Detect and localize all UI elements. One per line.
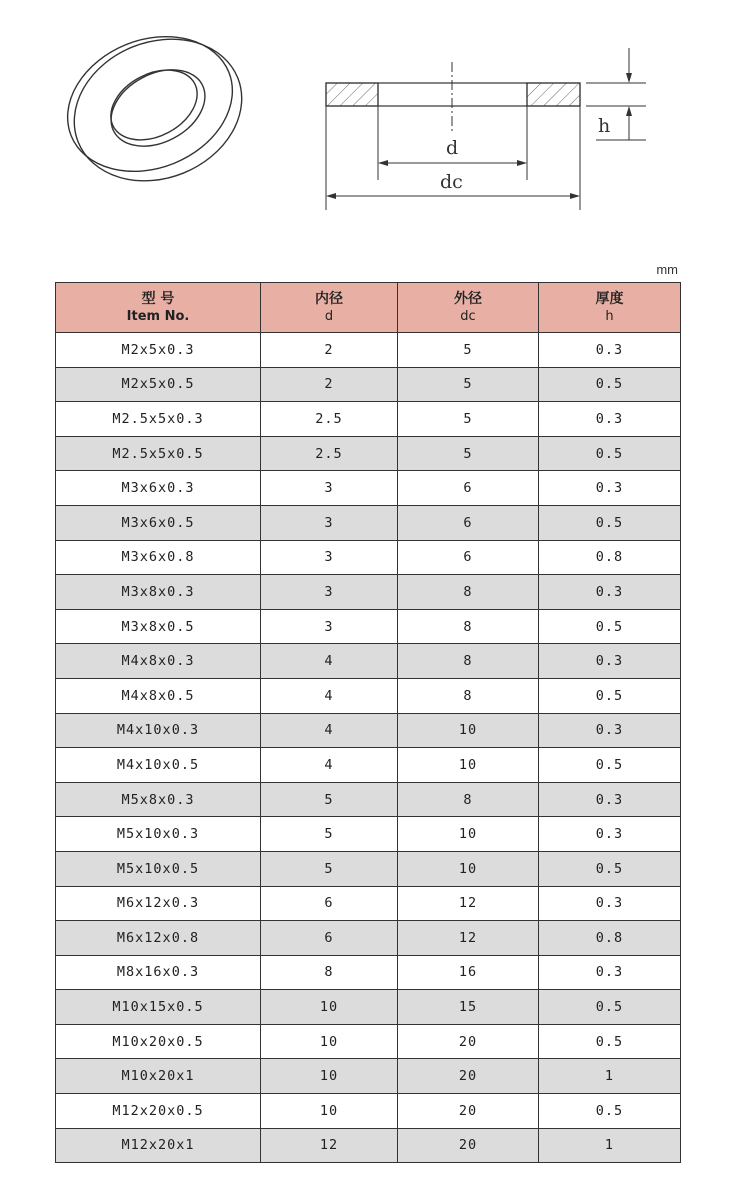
- washer-diagram: [0, 0, 750, 260]
- cell-outer-diameter: 10: [398, 713, 539, 748]
- cell-outer-diameter: 5: [398, 333, 539, 368]
- cell-item-no: M12x20x1: [56, 1128, 261, 1163]
- cell-outer-diameter: 5: [398, 402, 539, 437]
- cell-inner-diameter: 12: [261, 1128, 398, 1163]
- cell-item-no: M5x10x0.5: [56, 851, 261, 886]
- header-title: 厚度: [595, 290, 624, 307]
- header-subtitle: d: [324, 308, 334, 324]
- cell-inner-diameter: 5: [261, 782, 398, 817]
- table-row: [56, 817, 681, 852]
- cell-item-no: M10x20x0.5: [56, 1024, 261, 1059]
- cell-thickness: 0.3: [539, 333, 681, 368]
- cell-inner-diameter: 8: [261, 955, 398, 990]
- table-row: [56, 575, 681, 610]
- table-row: [56, 402, 681, 437]
- cell-outer-diameter: 6: [398, 471, 539, 506]
- cell-outer-diameter: 20: [398, 1024, 539, 1059]
- table-row: [56, 713, 681, 748]
- cell-outer-diameter: 16: [398, 955, 539, 990]
- cell-item-no: M4x10x0.5: [56, 748, 261, 783]
- cell-item-no: M2x5x0.5: [56, 367, 261, 402]
- table-row: [56, 1128, 681, 1163]
- table-row: [56, 471, 681, 506]
- table-row: [56, 678, 681, 713]
- table-row: [56, 955, 681, 990]
- table-row: [56, 1024, 681, 1059]
- cell-thickness: 0.5: [539, 851, 681, 886]
- table-row: [56, 1059, 681, 1094]
- spec-table: [55, 282, 681, 1163]
- cell-inner-diameter: 3: [261, 609, 398, 644]
- cell-thickness: 0.5: [539, 505, 681, 540]
- cell-item-no: M10x20x1: [56, 1059, 261, 1094]
- cell-inner-diameter: 10: [261, 1094, 398, 1129]
- unit-label: mm: [656, 262, 678, 277]
- cell-outer-diameter: 8: [398, 782, 539, 817]
- cell-outer-diameter: 8: [398, 609, 539, 644]
- cell-outer-diameter: 12: [398, 921, 539, 956]
- cell-thickness: 0.3: [539, 886, 681, 921]
- cell-outer-diameter: 5: [398, 367, 539, 402]
- cell-thickness: 0.5: [539, 990, 681, 1025]
- cell-outer-diameter: 5: [398, 436, 539, 471]
- header-thickness: [539, 283, 681, 333]
- dimension-label-dc: dc: [440, 171, 463, 193]
- cell-thickness: 0.3: [539, 575, 681, 610]
- cell-item-no: M6x12x0.3: [56, 886, 261, 921]
- header-subtitle: dc: [460, 308, 476, 324]
- header-title: 内径: [315, 290, 343, 307]
- header-subtitle: Item No.: [126, 308, 190, 324]
- cell-inner-diameter: 6: [261, 921, 398, 956]
- table-row: [56, 1094, 681, 1129]
- cell-thickness: 0.3: [539, 471, 681, 506]
- cell-item-no: M5x10x0.3: [56, 817, 261, 852]
- cell-thickness: 0.5: [539, 748, 681, 783]
- cell-outer-diameter: 15: [398, 990, 539, 1025]
- cell-thickness: 1: [539, 1059, 681, 1094]
- cell-item-no: M10x15x0.5: [56, 990, 261, 1025]
- cell-item-no: M4x10x0.3: [56, 713, 261, 748]
- table-body: [56, 333, 681, 1163]
- cell-thickness: 0.3: [539, 817, 681, 852]
- cell-outer-diameter: 20: [398, 1059, 539, 1094]
- cell-thickness: 0.5: [539, 609, 681, 644]
- cell-item-no: M3x8x0.3: [56, 575, 261, 610]
- cell-outer-diameter: 8: [398, 575, 539, 610]
- cell-thickness: 0.3: [539, 644, 681, 679]
- table-row: [56, 436, 681, 471]
- cell-inner-diameter: 10: [261, 1024, 398, 1059]
- cell-inner-diameter: 2: [261, 333, 398, 368]
- dimension-label-h: h: [598, 115, 611, 137]
- cell-item-no: M3x8x0.5: [56, 609, 261, 644]
- cell-thickness: 0.8: [539, 540, 681, 575]
- cell-outer-diameter: 8: [398, 644, 539, 679]
- cell-item-no: M2x5x0.3: [56, 333, 261, 368]
- header-subtitle: h: [605, 308, 614, 324]
- table-header-row: [56, 283, 681, 333]
- cell-inner-diameter: 4: [261, 644, 398, 679]
- table-row: [56, 333, 681, 368]
- cell-thickness: 0.5: [539, 1094, 681, 1129]
- table-row: [56, 990, 681, 1025]
- cell-thickness: 0.5: [539, 436, 681, 471]
- cell-inner-diameter: 4: [261, 678, 398, 713]
- cell-item-no: M4x8x0.5: [56, 678, 261, 713]
- table-row: [56, 886, 681, 921]
- cell-item-no: M3x6x0.8: [56, 540, 261, 575]
- cell-inner-diameter: 2.5: [261, 402, 398, 437]
- table-row: [56, 609, 681, 644]
- cell-inner-diameter: 3: [261, 505, 398, 540]
- cell-inner-diameter: 4: [261, 748, 398, 783]
- cell-item-no: M6x12x0.8: [56, 921, 261, 956]
- cell-inner-diameter: 10: [261, 990, 398, 1025]
- cell-outer-diameter: 10: [398, 851, 539, 886]
- cell-inner-diameter: 6: [261, 886, 398, 921]
- header-inner-diameter: [261, 283, 398, 333]
- table-row: [56, 540, 681, 575]
- cell-thickness: 1: [539, 1128, 681, 1163]
- table-row: [56, 644, 681, 679]
- cell-outer-diameter: 20: [398, 1128, 539, 1163]
- cell-thickness: 0.5: [539, 367, 681, 402]
- cell-outer-diameter: 6: [398, 505, 539, 540]
- cell-thickness: 0.3: [539, 955, 681, 990]
- header-item-no: [56, 283, 261, 333]
- cell-item-no: M3x6x0.5: [56, 505, 261, 540]
- cell-outer-diameter: 20: [398, 1094, 539, 1129]
- cell-inner-diameter: 2: [261, 367, 398, 402]
- cell-inner-diameter: 5: [261, 817, 398, 852]
- table-row: [56, 748, 681, 783]
- cell-outer-diameter: 8: [398, 678, 539, 713]
- cell-outer-diameter: 10: [398, 748, 539, 783]
- cell-item-no: M3x6x0.3: [56, 471, 261, 506]
- header-outer-diameter: [398, 283, 539, 333]
- cell-thickness: 0.3: [539, 782, 681, 817]
- table-row: [56, 782, 681, 817]
- header-title: 外径: [454, 290, 482, 307]
- cell-inner-diameter: 10: [261, 1059, 398, 1094]
- cell-outer-diameter: 12: [398, 886, 539, 921]
- cell-thickness: 0.5: [539, 1024, 681, 1059]
- cell-item-no: M2.5x5x0.3: [56, 402, 261, 437]
- cell-inner-diameter: 3: [261, 540, 398, 575]
- cell-thickness: 0.3: [539, 713, 681, 748]
- cell-inner-diameter: 4: [261, 713, 398, 748]
- cell-item-no: M12x20x0.5: [56, 1094, 261, 1129]
- cell-inner-diameter: 5: [261, 851, 398, 886]
- cell-inner-diameter: 3: [261, 575, 398, 610]
- cell-outer-diameter: 6: [398, 540, 539, 575]
- cell-item-no: M2.5x5x0.5: [56, 436, 261, 471]
- cell-inner-diameter: 2.5: [261, 436, 398, 471]
- cell-inner-diameter: 3: [261, 471, 398, 506]
- cell-outer-diameter: 10: [398, 817, 539, 852]
- cell-thickness: 0.8: [539, 921, 681, 956]
- washer-3d-view: [47, 13, 263, 205]
- dimension-label-d: d: [446, 137, 459, 159]
- header-title: 型 号: [141, 290, 175, 307]
- cell-item-no: M4x8x0.3: [56, 644, 261, 679]
- cell-item-no: M8x16x0.3: [56, 955, 261, 990]
- cell-item-no: M5x8x0.3: [56, 782, 261, 817]
- table-row: [56, 921, 681, 956]
- table-row: [56, 505, 681, 540]
- table-row: [56, 367, 681, 402]
- cell-thickness: 0.3: [539, 402, 681, 437]
- table-row: [56, 851, 681, 886]
- cell-thickness: 0.5: [539, 678, 681, 713]
